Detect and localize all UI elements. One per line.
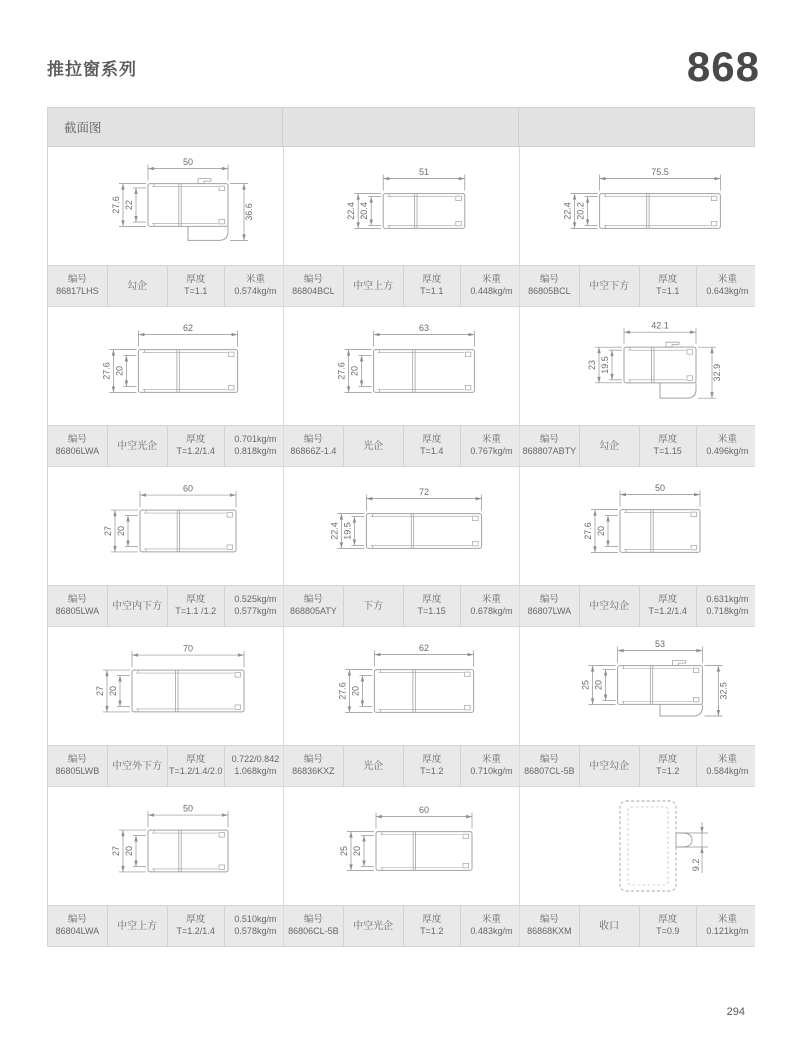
- svg-text:20: 20: [114, 365, 125, 377]
- profile-code-cell: [284, 426, 344, 466]
- profile-cell: [284, 147, 520, 307]
- profile-info-bar: [48, 745, 283, 786]
- thickness-value: T=1.1: [420, 286, 444, 297]
- svg-text:42.1: 42.1: [651, 320, 669, 331]
- profile-cell: [48, 147, 284, 307]
- profile-cell: [520, 787, 755, 946]
- profile-code: 86805BCL: [528, 286, 571, 297]
- svg-text:9.2: 9.2: [691, 858, 701, 872]
- code-label: 编号: [303, 273, 323, 285]
- thickness-value: T=1.2/1.4: [176, 446, 215, 457]
- profile-code: 86806LWA: [55, 446, 100, 457]
- svg-text:27.6: 27.6: [111, 196, 121, 214]
- series-code: 868: [686, 43, 760, 90]
- weight-value: 0.718kg/m: [706, 606, 749, 616]
- svg-text:20: 20: [352, 845, 362, 857]
- profile-name: 收口: [580, 906, 640, 946]
- code-label: 编号: [539, 913, 559, 925]
- page-header: [47, 38, 760, 96]
- profile-weight-cell: [225, 746, 286, 786]
- weight-value: 0.121kg/m: [706, 926, 749, 937]
- weight-label: 米重: [481, 433, 501, 445]
- svg-text:27.6: 27.6: [337, 682, 348, 700]
- thickness-value: T=1.15: [653, 446, 682, 457]
- profile-drawing: [48, 787, 283, 905]
- thickness-value: T=1.2/1.4: [648, 606, 687, 617]
- profile-weight-cell: [697, 266, 758, 306]
- profile-code-cell: [284, 586, 344, 626]
- profile-code-cell: [48, 906, 108, 946]
- weight-label: 米重: [481, 753, 501, 765]
- profile-cell: [520, 147, 755, 307]
- svg-text:27: 27: [103, 525, 113, 537]
- profile-name: 中空内下方: [108, 586, 168, 626]
- profile-code: 86804BCL: [292, 286, 335, 297]
- weight-label: 米重: [717, 753, 737, 765]
- weight-value: 0.678kg/m: [470, 606, 513, 617]
- profile-info-bar: [48, 905, 283, 946]
- profile-weight-cell: [697, 426, 758, 466]
- profile-cell: [520, 307, 755, 467]
- weight-value: 0.577kg/m: [234, 606, 277, 616]
- thickness-value: T=1.4: [420, 446, 444, 457]
- svg-text:50: 50: [182, 803, 194, 814]
- svg-text:25: 25: [339, 845, 349, 857]
- profile-cell: [520, 627, 755, 787]
- thickness-value: T=1.2/1.4: [176, 926, 215, 937]
- thickness-value: T=1.1 /1.2: [175, 606, 217, 617]
- thickness-label: 厚度: [658, 913, 678, 925]
- profile-weight-cell: [461, 426, 522, 466]
- svg-text:27.6: 27.6: [101, 362, 112, 380]
- profile-code-cell: [48, 426, 108, 466]
- svg-text:51: 51: [418, 167, 430, 178]
- profile-name: 中空光企: [108, 426, 168, 466]
- weight-value: 0.525kg/m: [234, 594, 277, 605]
- table-header-row: [48, 108, 754, 147]
- profile-code: 86806CL-5B: [288, 926, 339, 937]
- profile-name: 中空光企: [344, 906, 404, 946]
- svg-text:53: 53: [654, 639, 666, 650]
- profile-cell: [48, 627, 284, 787]
- profile-code: 86868KXM: [527, 926, 572, 937]
- profile-thickness-cell: [168, 586, 225, 626]
- profile-thickness-cell: [640, 266, 697, 306]
- profile-code-cell: [284, 906, 344, 946]
- thickness-value: T=1.15: [417, 606, 446, 617]
- profile-code-cell: [520, 746, 580, 786]
- section-table: [47, 107, 755, 947]
- profile-drawing: [48, 467, 283, 585]
- profile-thickness-cell: [404, 266, 461, 306]
- svg-text:23: 23: [587, 359, 597, 371]
- profile-drawing: [520, 627, 755, 745]
- svg-text:22.4: 22.4: [329, 522, 340, 540]
- code-label: 编号: [67, 433, 87, 445]
- footer-page-number: 294: [726, 1006, 745, 1018]
- weight-value: 1.068kg/m: [234, 766, 277, 776]
- profile-drawing: [284, 787, 519, 905]
- profile-cell: [284, 467, 520, 627]
- svg-text:25: 25: [580, 679, 591, 691]
- profile-weight-cell: [697, 586, 758, 626]
- profile-code-cell: [48, 586, 108, 626]
- weight-value: 0.701kg/m: [234, 434, 277, 445]
- profile-info-bar: [284, 265, 519, 306]
- weight-label: 米重: [717, 273, 737, 285]
- svg-text:50: 50: [182, 157, 194, 168]
- profile-info-bar: [520, 425, 755, 466]
- svg-text:20: 20: [593, 679, 604, 691]
- profile-weight-cell: [461, 906, 522, 946]
- profile-drawing: [520, 307, 755, 425]
- profile-code: 86866Z-1.4: [290, 446, 337, 457]
- svg-text:62: 62: [182, 323, 194, 334]
- code-label: 编号: [303, 593, 323, 605]
- weight-label: 米重: [717, 433, 737, 445]
- profile-name: 光企: [344, 426, 404, 466]
- svg-text:19.5: 19.5: [600, 356, 610, 374]
- thickness-label: 厚度: [422, 753, 442, 765]
- profile-thickness-cell: [404, 586, 461, 626]
- profile-code: 868805ATY: [289, 606, 337, 617]
- thickness-label: 厚度: [658, 273, 678, 285]
- weight-value: 0.574kg/m: [234, 286, 277, 297]
- svg-text:20: 20: [124, 845, 134, 857]
- profile-code-cell: [48, 746, 108, 786]
- weight-value: 0.510kg/m: [234, 914, 277, 925]
- profile-code: 86804LWA: [55, 926, 100, 937]
- profile-code: 86807CL-5B: [524, 766, 575, 777]
- svg-text:22.4: 22.4: [562, 202, 573, 220]
- profile-thickness-cell: [168, 266, 225, 306]
- profile-info-bar: [284, 745, 519, 786]
- profile-code-cell: [284, 746, 344, 786]
- profile-weight-cell: [225, 906, 286, 946]
- profile-code: 86817LHS: [56, 286, 99, 297]
- weight-value: 0.818kg/m: [234, 446, 277, 456]
- table-header-cell: [519, 108, 754, 146]
- svg-text:27.6: 27.6: [583, 522, 593, 540]
- profile-name: 中空上方: [344, 266, 404, 306]
- profile-info-bar: [48, 425, 283, 466]
- weight-label: 米重: [481, 273, 501, 285]
- svg-text:22: 22: [124, 199, 134, 211]
- profile-thickness-cell: [168, 906, 225, 946]
- thickness-label: 厚度: [186, 273, 206, 285]
- weight-label: 米重: [717, 913, 737, 925]
- profile-drawing: [284, 467, 519, 585]
- code-label: 编号: [539, 433, 559, 445]
- profile-code-cell: [520, 586, 580, 626]
- profile-thickness-cell: [168, 746, 225, 786]
- code-label: 编号: [303, 433, 323, 445]
- profile-code: 86836KXZ: [292, 766, 335, 777]
- svg-text:36.6: 36.6: [244, 203, 254, 221]
- svg-text:32.5: 32.5: [718, 682, 729, 700]
- code-label: 编号: [303, 913, 323, 925]
- weight-value: 0.710kg/m: [470, 766, 513, 777]
- thickness-label: 厚度: [422, 593, 442, 605]
- thickness-value: T=1.2: [420, 766, 444, 777]
- weight-value: 0.722/0.842: [231, 754, 280, 765]
- profile-weight-cell: [225, 266, 286, 306]
- profile-code-cell: [520, 266, 580, 306]
- profile-cell: [284, 787, 520, 946]
- profile-info-bar: [284, 425, 519, 466]
- profile-info-bar: [284, 585, 519, 626]
- profile-info-bar: [520, 265, 755, 306]
- thickness-label: 厚度: [658, 593, 678, 605]
- thickness-value: T=1.2/1.4/2.0: [169, 766, 223, 777]
- profile-thickness-cell: [640, 746, 697, 786]
- svg-text:20.4: 20.4: [359, 202, 370, 220]
- profile-drawing: [520, 467, 755, 585]
- svg-text:60: 60: [418, 805, 430, 816]
- profile-weight-cell: [697, 906, 758, 946]
- profile-weight-cell: [225, 586, 286, 626]
- thickness-value: T=1.1: [184, 286, 208, 297]
- profile-cell: [520, 467, 755, 627]
- weight-value: 0.767kg/m: [470, 446, 513, 457]
- svg-text:20: 20: [349, 365, 360, 377]
- page-title: 推拉窗系列: [47, 59, 137, 79]
- profile-thickness-cell: [404, 906, 461, 946]
- code-label: 编号: [539, 593, 559, 605]
- weight-value: 0.584kg/m: [706, 766, 749, 777]
- thickness-label: 厚度: [186, 913, 206, 925]
- profile-weight-cell: [697, 746, 758, 786]
- profile-cell: [284, 627, 520, 787]
- code-label: 编号: [303, 753, 323, 765]
- profile-name: 勾企: [580, 426, 640, 466]
- svg-text:20: 20: [350, 685, 361, 697]
- thickness-value: T=1.2: [656, 766, 680, 777]
- profile-weight-cell: [225, 426, 286, 466]
- profile-info-bar: [520, 585, 755, 626]
- weight-value: 0.578kg/m: [234, 926, 277, 936]
- weight-label: 米重: [481, 593, 501, 605]
- svg-text:63: 63: [418, 323, 430, 334]
- svg-text:20: 20: [116, 525, 126, 537]
- profile-name: 中空下方: [580, 266, 640, 306]
- profile-cell: [48, 467, 284, 627]
- weight-value: 0.643kg/m: [706, 286, 749, 297]
- profile-weight-cell: [461, 266, 522, 306]
- profile-name: 中空上方: [108, 906, 168, 946]
- svg-text:20: 20: [108, 685, 118, 697]
- profile-code: 86807LWA: [527, 606, 572, 617]
- svg-text:70: 70: [182, 643, 194, 654]
- profile-drawing: [284, 147, 519, 265]
- profile-grid: [48, 147, 754, 946]
- thickness-label: 厚度: [186, 753, 206, 765]
- profile-name: 中空勾企: [580, 746, 640, 786]
- svg-text:72: 72: [418, 487, 430, 498]
- table-header-cell: [283, 108, 518, 146]
- profile-info-bar: [520, 905, 755, 946]
- weight-label: 米重: [481, 913, 501, 925]
- profile-drawing: [520, 147, 755, 265]
- profile-info-bar: [48, 585, 283, 626]
- profile-drawing: [520, 787, 755, 905]
- thickness-label: 厚度: [186, 593, 206, 605]
- profile-code-cell: [520, 426, 580, 466]
- profile-weight-cell: [461, 746, 522, 786]
- svg-text:60: 60: [182, 483, 194, 494]
- code-label: 编号: [539, 273, 559, 285]
- profile-cell: [284, 307, 520, 467]
- profile-cell: [48, 307, 284, 467]
- svg-text:62: 62: [418, 643, 430, 654]
- profile-code-cell: [520, 906, 580, 946]
- thickness-label: 厚度: [422, 913, 442, 925]
- thickness-label: 厚度: [658, 433, 678, 445]
- weight-value: 0.631kg/m: [706, 594, 749, 605]
- profile-thickness-cell: [404, 426, 461, 466]
- profile-thickness-cell: [640, 426, 697, 466]
- table-caption: 截面图: [48, 108, 283, 146]
- weight-value: 0.448kg/m: [470, 286, 513, 297]
- profile-drawing: [48, 147, 283, 265]
- profile-cell: [48, 787, 284, 946]
- profile-info-bar: [520, 745, 755, 786]
- profile-drawing: [48, 627, 283, 745]
- thickness-value: T=1.1: [656, 286, 680, 297]
- profile-thickness-cell: [168, 426, 225, 466]
- profile-thickness-cell: [640, 586, 697, 626]
- profile-code-cell: [284, 266, 344, 306]
- profile-drawing: [284, 627, 519, 745]
- profile-name: 中空外下方: [108, 746, 168, 786]
- profile-thickness-cell: [404, 746, 461, 786]
- code-label: 编号: [539, 753, 559, 765]
- profile-drawing: [48, 307, 283, 425]
- profile-name: 下方: [344, 586, 404, 626]
- profile-name: 勾企: [108, 266, 168, 306]
- profile-info-bar: [48, 265, 283, 306]
- thickness-label: 厚度: [658, 753, 678, 765]
- svg-text:27: 27: [95, 685, 105, 697]
- weight-label: 米重: [245, 273, 265, 285]
- profile-name: 中空勾企: [580, 586, 640, 626]
- svg-text:22.4: 22.4: [346, 202, 357, 220]
- thickness-value: T=0.9: [656, 926, 680, 937]
- profile-weight-cell: [461, 586, 522, 626]
- svg-text:50: 50: [654, 483, 666, 494]
- profile-thickness-cell: [640, 906, 697, 946]
- code-label: 编号: [67, 593, 87, 605]
- svg-text:20.2: 20.2: [575, 202, 586, 220]
- code-label: 编号: [67, 273, 87, 285]
- svg-text:19.5: 19.5: [342, 522, 353, 540]
- svg-text:27.6: 27.6: [336, 362, 347, 380]
- svg-text:32.9: 32.9: [712, 363, 722, 382]
- profile-drawing: [284, 307, 519, 425]
- code-label: 编号: [67, 913, 87, 925]
- thickness-label: 厚度: [186, 433, 206, 445]
- thickness-label: 厚度: [422, 273, 442, 285]
- svg-text:75.5: 75.5: [651, 167, 669, 178]
- code-label: 编号: [67, 753, 87, 765]
- weight-value: 0.496kg/m: [706, 446, 749, 457]
- profile-code: 868807ABTY: [522, 446, 577, 457]
- svg-text:20: 20: [596, 525, 606, 537]
- svg-text:27: 27: [111, 845, 121, 857]
- thickness-label: 厚度: [422, 433, 442, 445]
- profile-code: 86805LWB: [55, 766, 100, 777]
- profile-code: 86805LWA: [55, 606, 100, 617]
- thickness-value: T=1.2: [420, 926, 444, 937]
- profile-info-bar: [284, 905, 519, 946]
- profile-code-cell: [48, 266, 108, 306]
- profile-name: 光企: [344, 746, 404, 786]
- weight-value: 0.483kg/m: [470, 926, 513, 937]
